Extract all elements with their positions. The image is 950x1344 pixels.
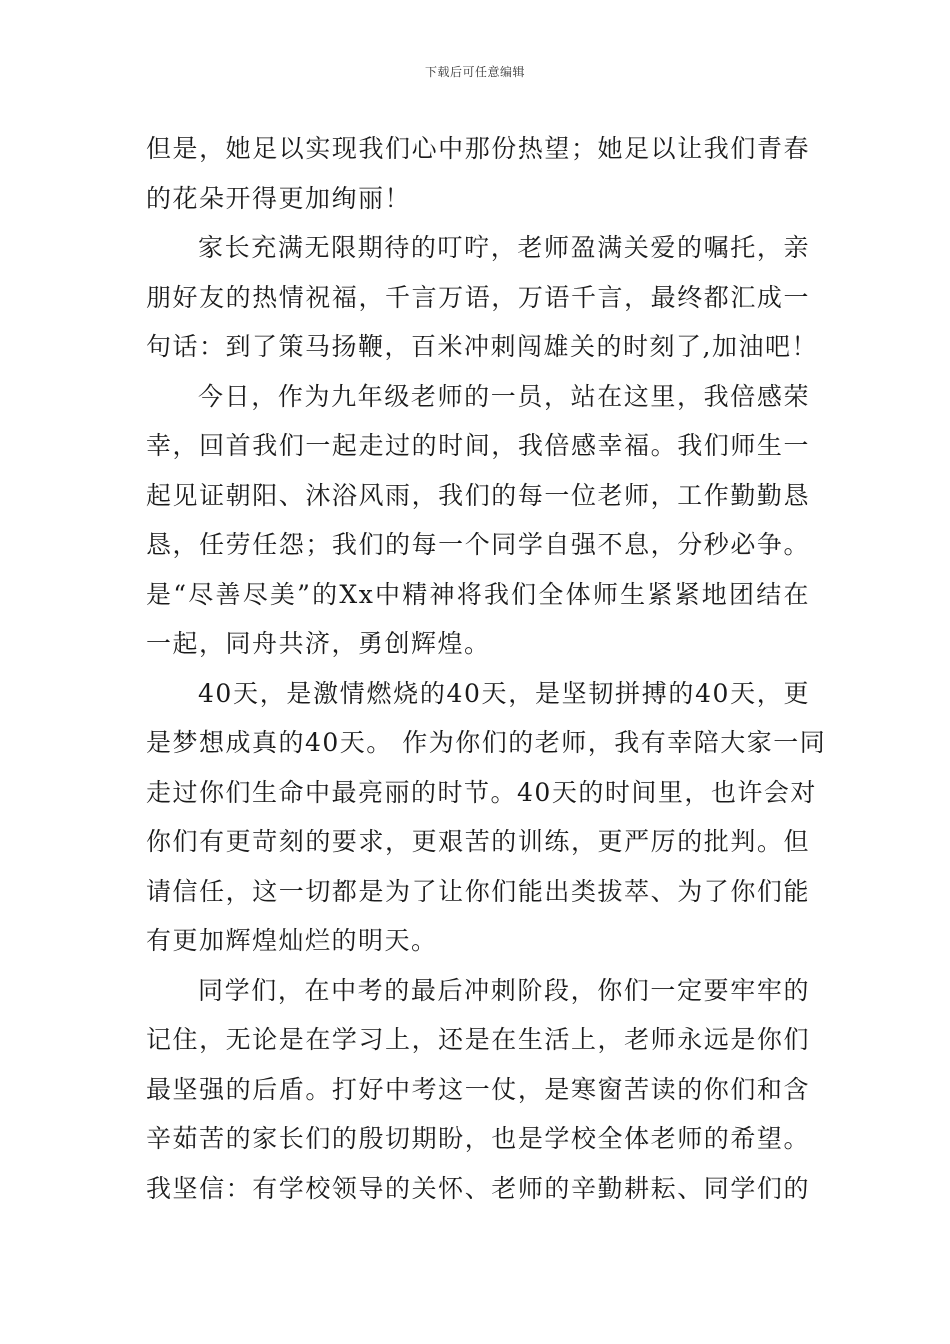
- paragraph-line: 今日，作为九年级老师的一员，站在这里，我倍感荣: [198, 381, 810, 411]
- paragraph-line: 幸，回首我们一起走过的时间，我倍感幸福。我们师生一: [146, 431, 810, 460]
- paragraph-line: 是“尽善尽美”的Xx中精神将我们全体师生紧紧地团结在: [146, 579, 810, 609]
- paragraph-5: [146, 966, 810, 1214]
- paragraph-line: 辛茹苦的家长们的殷切期盼，也是学校全体老师的希望。: [146, 1124, 810, 1153]
- paragraph-line: 家长充满无限期待的叮咛，老师盈满关爱的嘱托，亲: [198, 233, 810, 262]
- paragraph-3: [146, 372, 810, 669]
- paragraph-1: [146, 124, 810, 223]
- paragraph-line: 40天，是激情燃烧的40天，是坚韧拼搏的40天，更: [198, 678, 810, 708]
- paragraph-line: 起见证朝阳、沐浴风雨，我们的每一位老师，工作勤勤恳: [146, 480, 810, 510]
- paragraph-line: 句话：到了策马扬鞭，百米冲刺闯雄关的时刻了,加油吧！: [146, 332, 818, 361]
- paragraph-line: 记住，无论是在学习上，还是在生活上，老师永远是你们: [146, 1025, 810, 1054]
- paragraph-line: 同学们，在中考的最后冲刺阶段，你们一定要牢牢的: [198, 975, 810, 1005]
- paragraph-line: 有更加辉煌灿烂的明天。: [146, 926, 438, 955]
- page-header-note: 下载后可任意编辑: [424, 65, 525, 79]
- paragraph-line: 的花朵开得更加绚丽！: [146, 183, 412, 213]
- paragraph-line: 最坚强的后盾。打好中考这一仗，是寒窗苦读的你们和含: [146, 1074, 810, 1104]
- paragraph-line: 我坚信：有学校领导的关怀、老师的辛勤耕耘、同学们的: [146, 1173, 810, 1203]
- paragraph-line: 是梦想成真的40天。 作为你们的老师，我有幸陪大家一同: [146, 728, 827, 757]
- document-body: [146, 124, 827, 1213]
- paragraph-4: [146, 669, 827, 966]
- paragraph-line: 恳，任劳任怨；我们的每一个同学自强不息，分秒必争。: [146, 530, 810, 559]
- paragraph-line: 一起，同舟共济，勇创辉煌。: [146, 629, 491, 658]
- paragraph-2: [146, 223, 818, 372]
- paragraph-line: 但是，她足以实现我们心中那份热望；她足以让我们青春: [146, 134, 810, 163]
- paragraph-line: 请信任，这一切都是为了让你们能出类拔萃、为了你们能: [146, 876, 810, 906]
- paragraph-line: 走过你们生命中最亮丽的时节。40天的时间里，也许会对: [146, 777, 817, 807]
- paragraph-line: 朋好友的热情祝福，千言万语，万语千言，最终都汇成一: [146, 282, 810, 312]
- paragraph-line: 你们有更苛刻的要求，更艰苦的训练，更严厉的批判。但: [146, 827, 810, 856]
